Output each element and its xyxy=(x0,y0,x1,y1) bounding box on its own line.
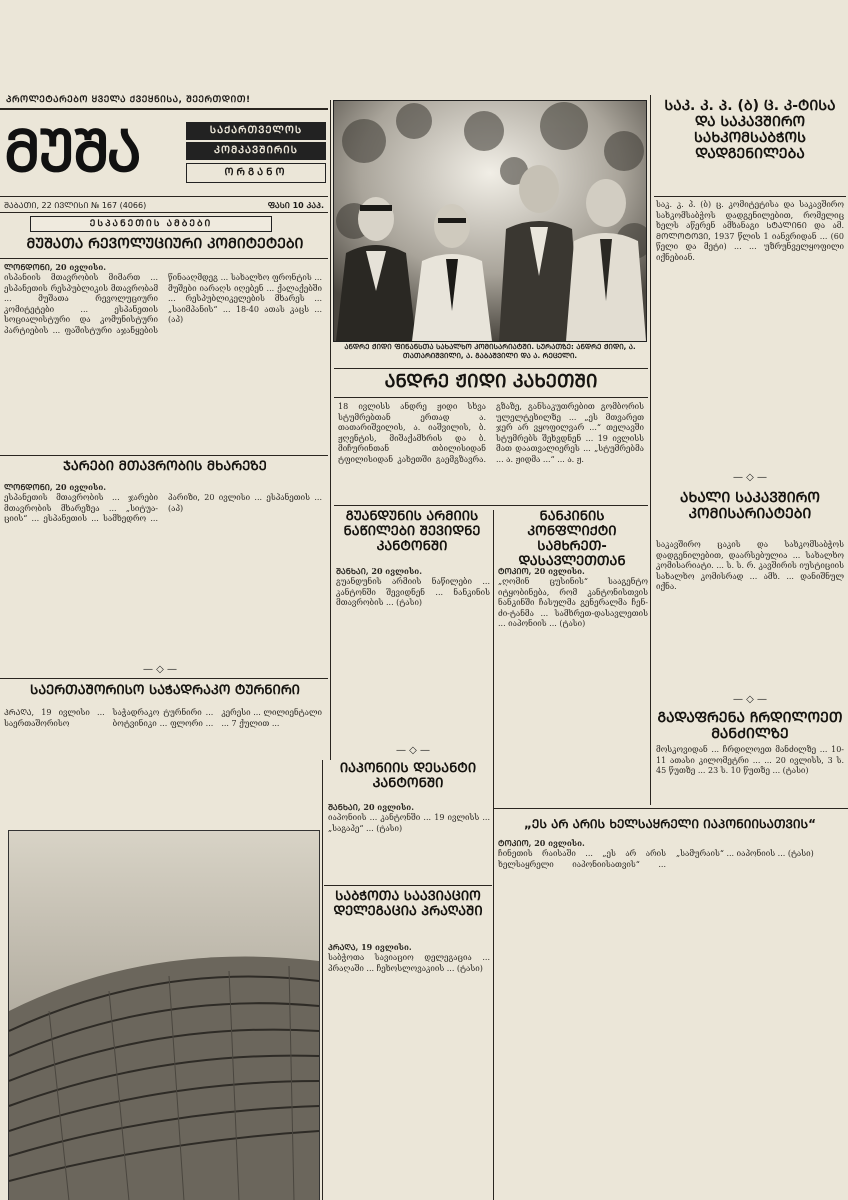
tournament-headline: ᲡᲐᲔᲠᲗᲐᲨᲝᲠᲘᲡᲝ ᲡᲐᲭᲐᲓᲠᲐᲙᲝ ᲢᲣᲠᲜᲘᲠᲘ xyxy=(30,683,300,698)
nanking-dateline: ᲢᲝᲙᲘᲝ, 20 ივლისი. xyxy=(498,566,585,576)
stadium-photo-frame xyxy=(8,830,320,1200)
column-rule-3 xyxy=(493,510,494,1200)
slogan: ᲞᲠᲝᲚᲔᲢᲐᲠᲔᲑᲝ ᲧᲕᲔᲚᲐ ᲥᲕᲔᲧᲜᲘᲡᲐ, ᲨᲔᲔᲠᲗᲓᲘᲗ! xyxy=(6,95,251,105)
gide-rule-end xyxy=(334,505,648,506)
spain-body: ისპანიის მთავრობის მიმართ ... ესპანეთის რესპუბლიკის მთავრობამ ... მუშათა რევოლუციური კომიტეტები ... ესპანეთის სოციალისტური და კომუნისტური პარტიების ... ფაშისტური აჯანყების წინააღმდეგ ... სახალხო ფრონტის ... მუშები იარაღს იღებენ ... ქალაქებში ... რესპუბლიკელების მხარეს ... „საიმპანის“ ... 18-40 ათას კაცს ... (აპ) xyxy=(4,273,322,335)
govside-body: ესპანეთის მთავრობის ... ჯარები მთავრობის მხარეზეა ... „სიტუა-ციის“ ... ესპანეთის ... სამხედრო ... პარიზი, 20 ივლისი ... ესპანეთის ... (აპ) xyxy=(4,493,322,523)
soviet-headline: ᲡᲐᲑᲭᲝᲗᲐ ᲡᲐᲐᲕᲘᲐᲪᲘᲝ ᲓᲔᲚᲔᲒᲐᲪᲘᲐ ᲞᲠᲐᲦᲐᲨᲘ xyxy=(333,889,483,919)
issue-date: ᲨᲐᲑᲐᲗᲘ, 22 ᲘᲕᲚᲘᲡᲘ № 167 (4066) xyxy=(4,201,147,210)
masthead-rule-top xyxy=(0,108,328,110)
resolution-rule xyxy=(654,196,846,197)
photo-frame xyxy=(333,100,647,342)
govside-rule-top xyxy=(0,455,328,456)
tournament-rule-top xyxy=(0,678,328,679)
org-line-1: ᲡᲐᲥᲐᲠᲗᲕᲔᲚᲝᲡ xyxy=(186,122,326,140)
spain-kicker: ᲔᲡᲞᲐᲜᲔᲗᲘᲡ ᲐᲛᲑᲔᲑᲘ xyxy=(30,216,272,232)
org-line-2: ᲙᲝᲛᲙᲐᲕᲨᲘᲠᲘᲡ xyxy=(186,142,326,160)
newspaper-title: ᲛᲣᲨᲐ xyxy=(4,117,140,185)
spain-rule xyxy=(0,258,328,259)
nanking-headline: ᲜᲐᲜᲙᲘᲜᲘᲡ ᲙᲝᲜᲤᲚᲘᲥᲢᲘ ᲡᲐᲛᲮᲠᲔᲗ-ᲓᲐᲡᲐᲕᲚᲔᲗᲗᲐᲜ xyxy=(518,509,626,569)
photo-men-image xyxy=(334,101,646,341)
japan-fight-headline: „ᲔᲡ ᲐᲠ ᲐᲠᲘᲡ ᲮᲔᲚᲡᲐᲧᲠᲔᲚᲘ ᲘᲐᲞᲝᲜᲘᲘᲡᲐᲗᲕᲘᲡ“ xyxy=(523,817,817,831)
column-rule-2 xyxy=(650,95,651,805)
gide-rule-bottom xyxy=(334,397,648,398)
stadium-image xyxy=(9,831,319,1200)
flight-body: მოსკოვიდან ... ჩრდილოეთ მანძილზე ... 10-11 ათასი კილომეტრი ... ... 20 ივლისს, 3 ს. 45 წუთზე ... 23 ს. 10 წუთზე ... (ტასი) xyxy=(656,745,844,775)
commissariats-body: საკავშირო ცაკის და სახკომსაბჭოს დადგენილებით, დაარსებულია ... სახალხო კომისარიატი. ... ს. ს. რ. კავშირის იუსტიციის სახალხო კომისრად ... ამხ. ... დანიშნულ იქნა. xyxy=(656,540,844,591)
govside-headline: ᲯᲐᲠᲔᲑᲘ ᲛᲗᲐᲕᲠᲝᲑᲘᲡ ᲛᲮᲐᲠᲔᲖᲔ xyxy=(63,459,267,474)
soviet-rule-top xyxy=(324,885,492,886)
commissariats-headline: ᲐᲮᲐᲚᲘ ᲡᲐᲙᲐᲕᲨᲘᲠᲝ ᲙᲝᲛᲘᲡᲐᲠᲘᲐᲢᲔᲑᲘ xyxy=(680,490,820,523)
masthead-rule-date xyxy=(0,212,328,213)
ornament-right-2: — ◇ — xyxy=(732,694,768,705)
photo-caption: ᲐᲜᲓᲠᲔ ᲟᲘᲓᲘ ᲤᲘᲜᲐᲜᲡᲗᲐ ᲡᲐᲮᲐᲚᲮᲝ ᲙᲝᲛᲘᲡᲐᲠᲘᲐᲢᲨᲘ. ᲡᲣᲠᲐᲗᲖᲔ: ᲐᲜᲓᲠᲔ ᲟᲘᲓᲘ, Ა. ᲗᲐᲗᲐᲠᲘᲨᲕᲘᲚᲘ, Ა. ᲒᲐᲑᲐᲨᲕᲘᲚᲘ ᲓᲐ Ა. ᲠᲔᲪᲔᲚᲘ. xyxy=(344,343,636,360)
japan-headline: ᲘᲐᲞᲝᲜᲘᲘᲡ ᲓᲔᲡᲐᲜᲢᲘ ᲙᲐᲜᲢᲝᲜᲨᲘ xyxy=(339,761,477,791)
column-rule-1 xyxy=(330,100,331,760)
japan-dateline: ᲨᲐᲜᲮᲐᲘ, 20 ივლისი. xyxy=(328,802,414,812)
ornament-left: — ◇ — xyxy=(142,664,178,675)
resolution-headline: ᲡᲐᲙ. Კ. Პ. (Ბ) Ც. Კ-ᲢᲘᲡᲐ ᲓᲐ ᲡᲐᲙᲐᲕᲨᲘᲠᲝ ᲡᲐᲮᲙᲝᲛᲡᲐᲑᲭᲝᲡ ᲓᲐᲓᲒᲔᲜᲘᲚᲔᲑᲐ xyxy=(664,98,836,163)
flight-headline: ᲒᲐᲓᲐᲤᲠᲔᲜᲐ ᲩᲠᲓᲘᲚᲝᲔᲗ ᲛᲐᲜᲫᲘᲚᲖᲔ xyxy=(657,710,843,743)
ornament-center: — ◇ — xyxy=(395,745,431,756)
japan-fight-dateline: ᲢᲝᲙᲘᲝ, 20 ივლისი. xyxy=(498,838,585,848)
japan-fight-rule-top xyxy=(494,808,848,809)
masthead-rule-bottom xyxy=(0,196,328,197)
nanking-body: „ღომინ ცუსინის“ სააგენტო იტყობინება, რომ კანტონისთვის ნანკინში ჩასულმა გენერალმა ჩენ-ძი-ტანმა ... სამხრეთ-დასავლეთის ... იაპონიის ... (ტასი) xyxy=(498,577,648,628)
gide-body: 18 ივლისს ანდრე ჟიდი სხვა სტუმრებთან ერთად ა. თათარიშვილის, ა. იაშვილის, ბ. ჟღენტის, მიშაქამხრის და ბ. მიჩურინთან თბილისიდან ტფილისიდან კახეთში გაემგზავრა. გზაზე, განსაკუთრებით გომბორის ულელტეხილზე ... „ეს მთვარეთ ჯერ არ ვყოფილვარ ...“ თელავში სტუმრებს შეხვდნენ ... 19 ივლისს მათ დაათვალიერეს ... „სტუმრებმა ... ა. ჟიდმა ...“ ... ა. ჟ. xyxy=(338,402,644,464)
org-block xyxy=(186,122,326,186)
org-line-3: ᲝᲠᲒᲐᲜᲝ xyxy=(186,163,326,183)
japan-fight-body: ჩინეთის რაისაში ... „ეს არ არის ხელსაყრელი იაპონიისათვის“ ... „სამურაის“ ... იაპონიის ... (ტასი) xyxy=(498,849,814,869)
govside-dateline: ᲚᲝᲜᲓᲝᲜᲘ, 20 ივლისი. xyxy=(4,482,107,492)
gide-headline: ᲐᲜᲓᲠᲔ ᲟᲘᲓᲘ ᲙᲐᲮᲔᲗᲨᲘ xyxy=(384,371,598,392)
spain-headline: ᲛᲣᲨᲐᲗᲐ ᲠᲔᲕᲝᲚᲣᲪᲘᲣᲠᲘ ᲙᲝᲛᲘᲢᲔᲢᲔᲑᲘ xyxy=(26,236,304,252)
spain-dateline: ᲚᲝᲜᲓᲝᲜᲘ, 20 ივლისი. xyxy=(4,262,107,272)
japan-body: იაპონიის ... კანტონში ... 19 ივლისს ... „საგაპე“ ... (ტასი) xyxy=(328,813,490,833)
soviet-dateline: ᲞᲠᲐᲦᲐ, 19 ივლისი. xyxy=(328,942,412,952)
masthead xyxy=(0,0,328,235)
resolution-body: საკ. კ. პ. (ბ) ც. კომიტეტისა და საკავშირო სახკომსაბჭოს დადგენილებით, რომელიც ხელს აწერენ ამხანაგი ᲡᲢᲐᲚᲘᲜᲘ და ამ. ᲛᲝᲚᲝᲢᲝᲕᲘ, 1937 წლის 1 იანვრიდან ... (60 წელი და მეტი) ... ... უზრუნველყოფილი იქნებიან. xyxy=(656,200,844,262)
issue-price: ᲤᲐᲡᲘ 10 ᲙᲐᲞ. xyxy=(267,201,324,210)
gide-rule-top xyxy=(334,368,648,369)
guandong-dateline: ᲨᲐᲜᲮᲐᲘ, 20 ივლისი. xyxy=(336,566,422,576)
tournament-body: ᲞᲠᲐᲦᲐ, 19 ივლისი ... საერთაშორისო საჭადრაკო ტურნირი ... ბოტვინიკი ... ფლორი ... კერესი ... ლილიენტალი ... 7 ქულით ... xyxy=(4,708,322,728)
guandong-body: გუანდუნის არმიის ნაწილები ... კანტონში შევიდნენ ... ნანკინის მთავრობის ... (ტასი) xyxy=(336,577,490,607)
ornament-right-1: — ◇ — xyxy=(732,472,768,483)
guandong-headline: ᲒᲣᲐᲜᲓᲣᲜᲘᲡ ᲐᲠᲛᲘᲘᲡ ᲜᲐᲬᲘᲚᲔᲑᲘ ᲨᲔᲕᲘᲓᲜᲔ ᲙᲐᲜᲢᲝᲜᲨᲘ xyxy=(343,509,481,554)
column-rule-4 xyxy=(322,760,323,1200)
soviet-body: საბჭოთა სავიაციო დელეგაცია ... პრაღაში ... ჩეხოსლოვაკიის ... (ტასი) xyxy=(328,953,490,973)
